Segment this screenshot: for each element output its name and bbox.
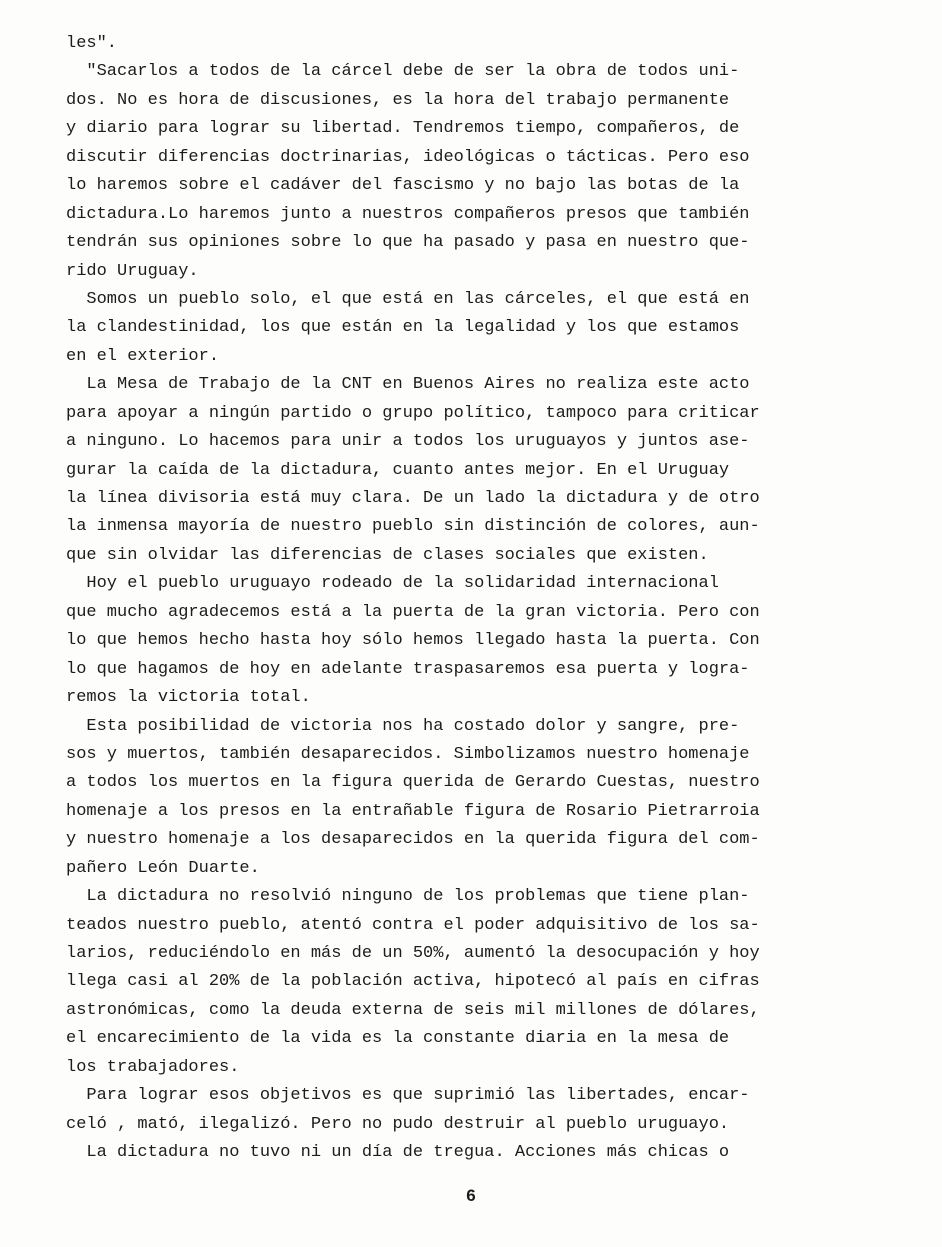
text-line: La dictadura no resolvió ninguno de los problemas que tiene plan- bbox=[66, 887, 750, 907]
text-line: lo que hagamos de hoy en adelante traspasaremos esa puerta y logra- bbox=[66, 659, 750, 679]
text-line: llega casi al 20% de la población activa, hipotecó al país en cifras bbox=[66, 972, 760, 992]
text-line: homenaje a los presos en la entrañable figura de Rosario Pietrarroia bbox=[66, 801, 760, 821]
text-line: remos la victoria total. bbox=[66, 688, 311, 708]
text-line: la inmensa mayoría de nuestro pueblo sin distinción de colores, aun- bbox=[66, 517, 760, 537]
text-line: la clandestinidad, los que están en la legalidad y los que estamos bbox=[66, 318, 740, 338]
text-line: la línea divisoria está muy clara. De un lado la dictadura y de otro bbox=[66, 489, 760, 508]
text-line: y diario para lograr su libertad. Tendremos tiempo, compañeros, de bbox=[66, 119, 740, 139]
text-line: los trabajadores. bbox=[66, 1057, 240, 1077]
text-line: a ninguno. Lo hacemos para unir a todos los uruguayos y juntos ase- bbox=[66, 432, 750, 452]
text-line: Para lograr esos objetivos es que suprimió las libertades, encar- bbox=[66, 1086, 750, 1106]
text-line: a todos los muertos en la figura querida de Gerardo Cuestas, nuestro bbox=[66, 773, 760, 793]
text-line: les". bbox=[66, 34, 118, 53]
text-line: para apoyar a ningún partido o grupo político, tampoco para criticar bbox=[66, 403, 760, 423]
text-line: Hoy el pueblo uruguayo rodeado de la solidaridad internacional bbox=[66, 574, 719, 594]
text-line: que mucho agradecemos está a la puerta de la gran victoria. Pero con bbox=[66, 602, 760, 622]
text-line: astronómicas, como la deuda externa de seis mil millones de dólares, bbox=[66, 1000, 760, 1020]
text-line: rido Uruguay. bbox=[66, 261, 199, 281]
text-line: "Sacarlos a todos de la cárcel debe de ser la obra de todos uni- bbox=[66, 62, 740, 82]
text-line: celó , mató, ilegalizó. Pero no pudo destruir al pueblo uruguayo. bbox=[66, 1114, 730, 1134]
text-line: discutir diferencias doctrinarias, ideológicas o tácticas. Pero eso bbox=[66, 147, 750, 167]
text-line: gurar la caída de la dictadura, cuanto antes mejor. En el Uruguay bbox=[66, 460, 730, 480]
text-line: Esta posibilidad de victoria nos ha costado dolor y sangre, pre- bbox=[66, 716, 740, 736]
text-line: dos. No es hora de discusiones, es la hora del trabajo permanente bbox=[66, 90, 730, 110]
page-number: 6 bbox=[466, 1186, 476, 1205]
text-line: que sin olvidar las diferencias de clases sociales que existen. bbox=[66, 545, 709, 565]
text-line: sos y muertos, también desaparecidos. Simbolizamos nuestro homenaje bbox=[66, 744, 750, 764]
text-line: teados nuestro pueblo, atentó contra el poder adquisitivo de los sa- bbox=[66, 915, 760, 935]
body-text bbox=[66, 30, 896, 1168]
text-line: pañero León Duarte. bbox=[66, 858, 260, 878]
text-line: lo que hemos hecho hasta hoy sólo hemos llegado hasta la puerta. Con bbox=[66, 631, 760, 651]
text-line: La dictadura no tuvo ni un día de tregua. Acciones más chicas o bbox=[66, 1143, 730, 1163]
text-line: lo haremos sobre el cadáver del fascismo y no bajo las botas de la bbox=[66, 176, 740, 196]
text-line: el encarecimiento de la vida es la constante diaria en la mesa de bbox=[66, 1029, 730, 1049]
text-line: dictadura.Lo haremos junto a nuestros compañeros presos que también bbox=[66, 204, 750, 224]
text-line: larios, reduciéndolo en más de un 50%, aumentó la desocupación y hoy bbox=[66, 944, 760, 963]
text-line: Somos un pueblo solo, el que está en las cárceles, el que está en bbox=[66, 289, 750, 309]
text-line: y nuestro homenaje a los desaparecidos en la querida figura del com- bbox=[66, 830, 760, 850]
text-line: en el exterior. bbox=[66, 346, 220, 366]
text-line: La Mesa de Trabajo de la CNT en Buenos Aires no realiza este acto bbox=[66, 375, 750, 395]
text-line: tendrán sus opiniones sobre lo que ha pasado y pasa en nuestro que- bbox=[66, 233, 750, 253]
